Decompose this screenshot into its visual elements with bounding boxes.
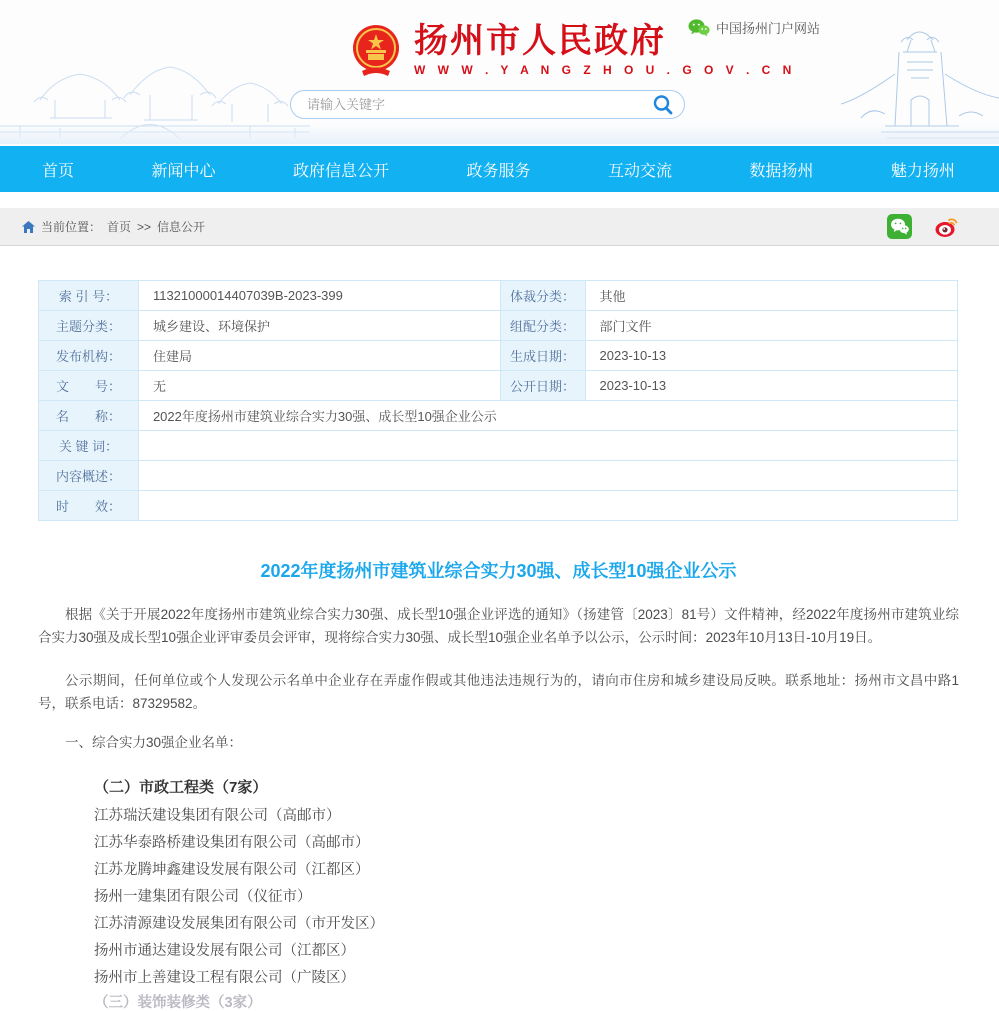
table-row	[39, 431, 958, 461]
meta-label-genre: 体裁分类：	[500, 281, 585, 311]
category-heading: （二）市政工程类（7家）	[94, 779, 268, 796]
article-paragraph-2: 公示期间，任何单位或个人发现公示名单中企业存在弄虚作假或其他违法违规行为的，请向市住房和城乡建设局反映。联系地址：扬州市文昌中路1号，联系电话：87329582。	[38, 673, 959, 711]
clipped-next-line: （三）装饰装修类（3家）	[94, 995, 262, 1011]
nav-item-data[interactable]: 数据扬州	[749, 162, 814, 180]
main-nav	[0, 146, 999, 192]
meta-value-index-no: 11321000014407039B-2023-399	[138, 281, 500, 311]
nav-item-services[interactable]: 政务服务	[466, 162, 531, 180]
weibo-share-icon[interactable]	[934, 214, 959, 239]
table-row	[39, 401, 958, 431]
national-emblem-icon	[348, 22, 404, 78]
portal-link[interactable]	[688, 18, 820, 37]
site-header	[0, 0, 999, 146]
nav-item-charm[interactable]: 魅力扬州	[890, 162, 955, 180]
meta-value-validity	[138, 491, 957, 521]
table-row	[39, 341, 958, 371]
list-item: 江苏瑞沃建设集团有限公司（高邮市）	[94, 808, 341, 824]
list-item: 江苏华泰路桥建设集团有限公司（高邮市）	[94, 835, 370, 851]
breadcrumb	[22, 218, 205, 235]
breadcrumb-bar	[0, 208, 999, 246]
breadcrumb-prefix: 当前位置：	[41, 220, 102, 234]
meta-label-title: 名 称：	[39, 401, 139, 431]
portal-link-label[interactable]: 中国扬州门户网站	[716, 21, 821, 36]
header-fade-band	[0, 124, 999, 144]
meta-label-doc-no: 文 号：	[39, 371, 139, 401]
meta-label-agency: 发布机构：	[39, 341, 139, 371]
search-bar	[290, 90, 685, 119]
article-paragraph-1: 根据《关于开展2022年度扬州市建筑业综合实力30强、成长型10强企业评选的通知》（扬建管〔2023〕81号）文件精神，经2022年度扬州市建筑业综合实力30强及成长型10强企业评审委员会评审，现将综合实力30强、成长型10强企业名单予以公示，公示时间：2023年10月13日-10月19日。	[38, 607, 959, 645]
meta-value-theme: 城乡建设、环境保护	[138, 311, 500, 341]
meta-label-created-date: 生成日期：	[500, 341, 585, 371]
table-row	[39, 371, 958, 401]
meta-value-summary	[138, 461, 957, 491]
share-icons	[887, 214, 959, 239]
home-icon	[22, 221, 35, 233]
meta-label-keywords: 关 键 词：	[39, 431, 139, 461]
document-meta-table	[38, 280, 958, 521]
meta-value-created-date: 2023-10-13	[585, 341, 957, 371]
nav-item-home[interactable]: 首页	[42, 162, 75, 180]
meta-label-public-date: 公开日期：	[500, 371, 585, 401]
article-body	[0, 557, 999, 1011]
site-url: W W W . Y A N G Z H O U . G O V . C N	[414, 63, 796, 77]
list-item: 扬州市通达建设发展有限公司（江都区）	[94, 943, 355, 959]
meta-label-group: 组配分类：	[500, 311, 585, 341]
breadcrumb-home-link[interactable]: 首页	[107, 220, 132, 234]
wechat-bubbles-icon	[688, 19, 710, 37]
company-list	[94, 809, 959, 986]
meta-label-summary: 内容概述：	[39, 461, 139, 491]
list-item: 扬州一建集团有限公司（仪征市）	[94, 889, 312, 905]
list-item: 扬州市上善建设工程有限公司（广陵区）	[94, 970, 355, 986]
meta-value-doc-no: 无	[138, 371, 500, 401]
search-button[interactable]	[652, 94, 674, 116]
meta-label-theme: 主题分类：	[39, 311, 139, 341]
search-icon	[652, 94, 674, 116]
table-row	[39, 311, 958, 341]
meta-label-index-no: 索 引 号：	[39, 281, 139, 311]
meta-value-keywords	[138, 431, 957, 461]
article-title: 2022年度扬州市建筑业综合实力30强、成长型10强企业公示	[260, 561, 737, 581]
nav-item-news[interactable]: 新闻中心	[151, 162, 216, 180]
nav-item-interaction[interactable]: 互动交流	[607, 162, 672, 180]
breadcrumb-current-link[interactable]: 信息公开	[157, 220, 206, 234]
meta-value-group: 部门文件	[585, 311, 957, 341]
section-line: 一、综合实力30强企业名单：	[65, 735, 243, 750]
meta-value-genre: 其他	[585, 281, 957, 311]
search-input[interactable]	[307, 97, 652, 112]
table-row	[39, 281, 958, 311]
table-row	[39, 491, 958, 521]
meta-label-validity: 时 效：	[39, 491, 139, 521]
wechat-share-icon[interactable]	[887, 214, 912, 239]
nav-item-info-public[interactable]: 政府信息公开	[292, 162, 389, 180]
list-item: 江苏清源建设发展集团有限公司（市开发区）	[94, 916, 384, 932]
table-row	[39, 461, 958, 491]
breadcrumb-separator: >>	[137, 219, 152, 234]
site-name: 扬州市人民政府	[414, 22, 666, 60]
meta-value-title: 2022年度扬州市建筑业综合实力30强、成长型10强企业公示	[138, 401, 957, 431]
list-item: 江苏龙腾坤鑫建设发展有限公司（江都区）	[94, 862, 370, 878]
meta-value-public-date: 2023-10-13	[585, 371, 957, 401]
meta-value-agency: 住建局	[138, 341, 500, 371]
